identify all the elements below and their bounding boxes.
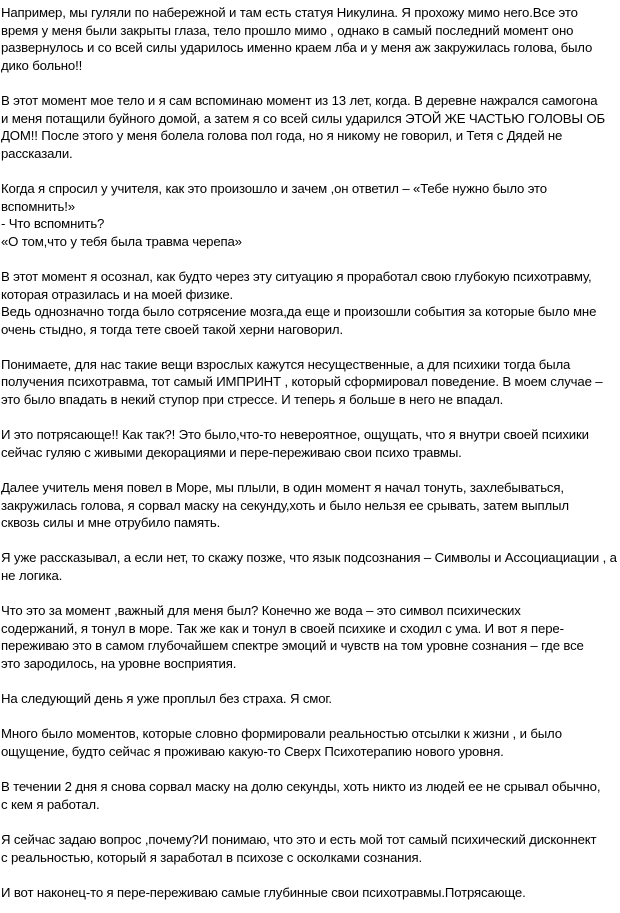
- text-line: это зародилось, на уровне восприятия.: [1, 655, 237, 671]
- paragraph: [1, 479, 620, 532]
- text-line: время у меня были закрыты глаза, тело прошло мимо , однако в самый последний момент оно: [1, 22, 574, 38]
- paragraph: [1, 4, 620, 74]
- text-line: Например, мы гуляли по набережной и там есть статуя Никулина. Я прохожу мимо него.Все это: [1, 5, 578, 20]
- text-line: Далее учитель меня повел в Море, мы плыли, в один момент я начал тонуть, захлебываться,: [1, 480, 564, 496]
- text-line: ощущение, будто сейчас я проживаю какую-то Сверх Психотерапию нового уровня.: [1, 743, 504, 759]
- paragraph: [1, 180, 620, 250]
- text-line: которая отразилась и на моей физике.: [1, 286, 234, 302]
- paragraph: [1, 356, 620, 409]
- text-line: переживаю это в самом глубочайшем спектре эмоций и чувств на том уровне сознания – где все: [1, 638, 584, 654]
- text-line: ДОМ!! После этого у меня болела голова пол года, но я никому не говорил, и Тетя с Дядей не: [1, 128, 563, 144]
- text-line: Понимаете, для нас такие вещи взрослых кажутся несущественные, а для психики тогда была: [1, 356, 571, 372]
- text-line: содержаний, я тонул в море. Так же как и тонул в своей психике и сходил с ума. И вот я пере-: [1, 620, 564, 636]
- text-line: Ведь однозначно тогда было сотрясение мозга,да еще и произошли события за которые было мне: [1, 304, 597, 320]
- text-line: «О том,что у тебя была травма черепа»: [1, 233, 242, 249]
- text-line: На следующий день я уже проплыл без страха. Я смог.: [1, 691, 332, 707]
- text-line: сквозь силы и мне отрубило память.: [1, 515, 221, 531]
- text-line: и меня потащили буйного домой, а затем я со всей силы ударился ЭТОЙ ЖЕ ЧАСТЬЮ ГОЛОВЫ ОБ: [1, 110, 606, 126]
- text-line: закружилась голова, я сорвал маску на секунду,хоть и было нельзя ее срывать, затем выплыл: [1, 497, 569, 513]
- text-line: сейчас гуляю с живыми декорациями и пере-переживаю свои психо травмы.: [1, 444, 462, 460]
- paragraph: [1, 549, 620, 584]
- text-line: В этот момент я осознал, как будто через эту ситуацию я проработал свою глубокую психотравму,: [1, 268, 592, 284]
- paragraph: [1, 268, 620, 338]
- text-line: Что это за момент ,важный для меня был? Конечно же вода – это символ психических: [1, 603, 521, 619]
- paragraph: [1, 690, 620, 708]
- text-line: И это потрясающе!! Как так?! Это было,что-то невероятное, ощущать, что я внутри своей психики: [1, 427, 589, 443]
- text-line: это было впадать в некий ступор при стрессе. И теперь я больше в него не впадал.: [1, 392, 504, 408]
- text-line: вспомнить!»: [1, 198, 75, 214]
- text-line: с кем я работал.: [1, 796, 100, 812]
- paragraph: [1, 778, 620, 813]
- paragraph: [1, 426, 620, 461]
- paragraph: [1, 725, 620, 760]
- text-line: с реальностью, который я заработал в психозе с осколками сознания.: [1, 849, 423, 865]
- text-line: получения психотравма, тот самый ИМПРИНТ , который сформировал поведение. В моем случае –: [1, 374, 603, 390]
- text-line: развернулось и со всей силы ударилось именно краем лба и у меня аж закружилась голова, было: [1, 40, 593, 56]
- text-line: Когда я спросил у учителя, как это произошло и зачем ,он ответил – «Тебе нужно было это: [1, 180, 547, 196]
- text-line: И вот наконец-то я пере-переживаю самые глубинные свои психотравмы.Потрясающе.: [1, 884, 526, 900]
- text-line: В этот момент мое тело и я сам вспоминаю момент из 13 лет, когда. В деревне нажрался самогона: [1, 92, 598, 108]
- document-body: [1, 4, 620, 901]
- text-line: Много было моментов, которые словно формировали реальностью отсылки к жизни , и было: [1, 726, 562, 742]
- text-line: В течении 2 дня я снова сорвал маску на долю секунды, хоть никто из людей ее не срывал обычно,: [1, 779, 601, 795]
- text-line: Я уже рассказывал, а если нет, то скажу позже, что язык подсознания – Символы и Ассоциациации , а: [1, 550, 617, 566]
- text-line: - Что вспомнить?: [1, 216, 105, 232]
- text-line: Я сейчас задаю вопрос ,почему?И понимаю, что это и есть мой тот самый психический дисконнект: [1, 831, 597, 847]
- paragraph: [1, 92, 620, 162]
- paragraph: [1, 884, 620, 902]
- paragraph: [1, 602, 620, 672]
- text-line: очень стыдно, я тогда тете своей такой херни наговорил.: [1, 321, 343, 337]
- text-line: не логика.: [1, 568, 63, 583]
- text-line: рассказали.: [1, 145, 73, 161]
- text-line: дико больно!!: [1, 57, 83, 73]
- paragraph: [1, 831, 620, 866]
